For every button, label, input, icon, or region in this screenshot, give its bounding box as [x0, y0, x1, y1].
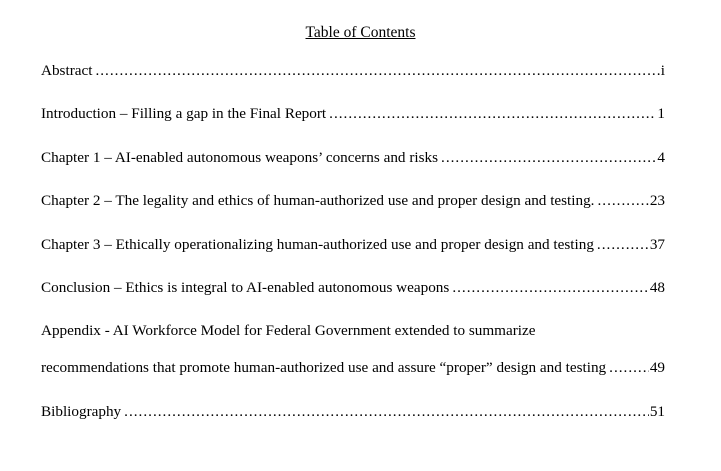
- toc-entry-page: 37: [649, 236, 665, 253]
- toc-entry-text: Chapter 1 – AI-enabled autonomous weapons’ concerns and risks: [41, 149, 439, 166]
- toc-entry-chapter-3[interactable]: [41, 236, 665, 254]
- toc-entry-text: Conclusion – Ethics is integral to AI-enabled autonomous weapons: [41, 279, 450, 296]
- toc-title: Table of Contents: [305, 24, 416, 41]
- toc-entry-chapter-1[interactable]: [41, 149, 665, 167]
- toc-entry-text: Bibliography: [41, 403, 122, 420]
- toc-entry-page: 4: [657, 149, 665, 166]
- toc-leader: [597, 192, 648, 210]
- toc-entry-appendix-line-1[interactable]: Appendix - AI Workforce Model for Federal Government extended to summarize: [41, 322, 536, 339]
- toc-leader: [452, 279, 649, 297]
- toc-leader: [609, 359, 649, 377]
- toc-entry-introduction[interactable]: [41, 105, 665, 123]
- toc-entry-text: Introduction – Filling a gap in the Final Report: [41, 105, 327, 122]
- toc-entry-page: i: [660, 62, 665, 79]
- toc-leader: [95, 62, 659, 80]
- toc-entry-chapter-2[interactable]: [41, 192, 665, 210]
- toc-entry-text: recommendations that promote human-authorized use and assure “proper” design and testing: [41, 359, 607, 376]
- toc-entry-text: Chapter 2 – The legality and ethics of human-authorized use and proper design and testing.: [41, 192, 595, 209]
- toc-entry-page: 23: [649, 192, 665, 209]
- toc-entry-page: 51: [649, 403, 665, 420]
- toc-leader: [441, 149, 656, 167]
- toc-entry-page: 48: [649, 279, 665, 296]
- toc-entry-text: Chapter 3 – Ethically operationalizing human-authorized use and proper design and testing: [41, 236, 594, 253]
- toc-leader: [597, 236, 649, 254]
- toc-leader: [124, 403, 649, 421]
- toc-entry-page: 1: [657, 105, 665, 122]
- toc-entry-conclusion[interactable]: [41, 279, 665, 297]
- toc-entry-appendix[interactable]: [41, 359, 665, 377]
- toc-leader: [329, 105, 656, 123]
- toc-entry-page: 49: [649, 359, 665, 376]
- toc-entry-bibliography[interactable]: [41, 403, 665, 421]
- toc-entry-abstract[interactable]: [41, 62, 665, 80]
- toc-entry-text: Abstract: [41, 62, 93, 79]
